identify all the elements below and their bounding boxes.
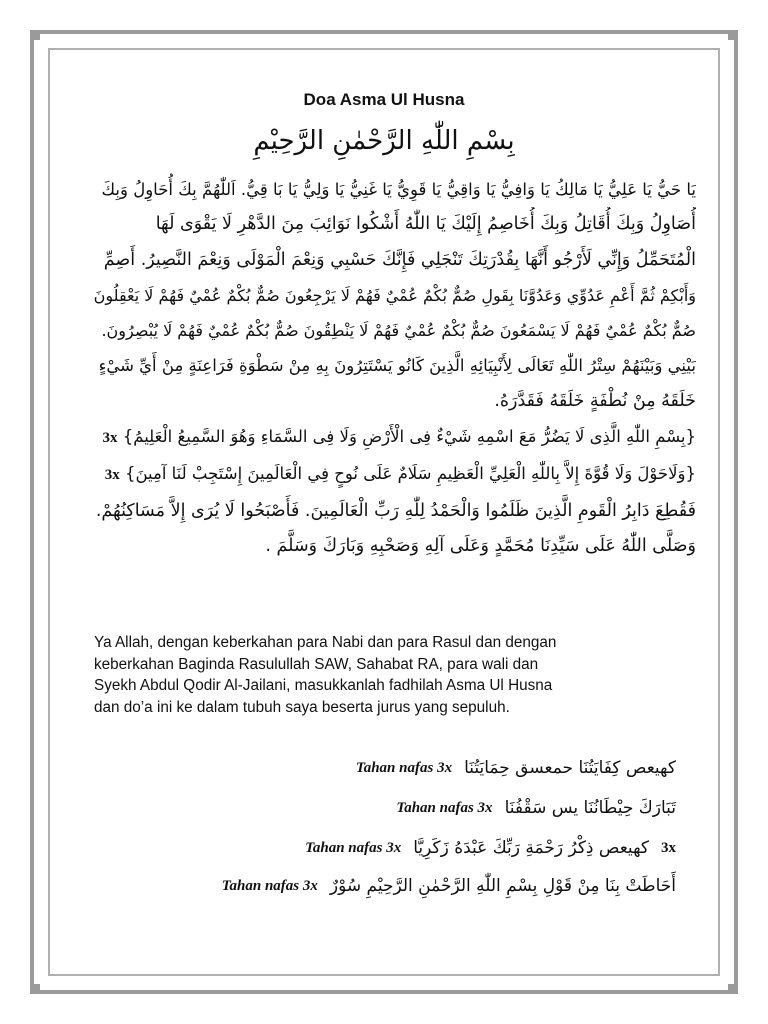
repeat-count-tag: 3x <box>661 839 676 856</box>
basmalah-calligraphy: بِسْمِ اللّٰهِ الرَّحْمٰنِ الرَّحِيْمِ <box>253 126 515 156</box>
dua-arabic: كهيعص كِفَايَتُنَا حمعسق حِمَايَتُنَا <box>464 758 676 778</box>
paragraph-line: keberkahan Baginda Rasulullah SAW, Sahabat RA, para wali dan <box>94 655 539 673</box>
paragraph-line: Ya Allah, dengan keberkahan para Nabi dan para Rasul dan dengan <box>94 634 557 651</box>
arabic-line-text: {بِسْمِ اللّٰهِ الَّذِى لَا يَضُرُّ مَعَ اسْمِهِ شَيْءٌ فِى الْأَرْضِ وَلَا فِى السَّمَاءِ وَهُوَ السَّمِيعُ الْعَلِيمُ} <box>122 427 696 447</box>
repeat-count-tag: 3x <box>104 467 120 484</box>
arabic-line-with-repeat <box>92 456 696 493</box>
dua-arabic: تَبَارَكَ حِيْطَانُنَا يس سَقْفُنَا <box>504 798 676 818</box>
arabic-line-with-repeat <box>92 419 696 456</box>
arabic-prayer-text <box>92 172 696 564</box>
corner-ornament-top-right <box>714 30 738 54</box>
corner-ornament-bottom-right <box>714 970 738 994</box>
arabic-line: وَصَلَّى اللّٰهُ عَلَى سَيِّدِنَا مُحَمَّدٍ وَعَلَى آلِهِ وَصَحْبِهِ وَبَارَكَ وَسَلَّمَ . <box>265 535 696 556</box>
breath-instruction: Tahan nafas 3x <box>305 839 402 856</box>
breath-instruction: Tahan nafas 3x <box>221 877 318 894</box>
repeat-count-tag: 3x <box>102 430 118 447</box>
arabic-line: خَلَقَهُ مِنْ نُطْفَةٍ خَلَقَهُ فَقَدَّرَهُ. <box>494 390 696 411</box>
dua-line <box>305 830 676 866</box>
arabic-line: بَيْنِي وَبَيْنَهُمْ سِتْرُ اللّٰهِ تَعَالَى لِأَنْبِيَائِهِ الَّذِينَ كَانُو يَسْتَتِرُونَ بِهِ مِنْ سَطْوَةِ فَرَاعِنَةٍ مِنْ أَيِّ شَيْءٍ <box>98 356 696 376</box>
dua-line <box>396 790 676 826</box>
paragraph-line: dan do’a ini ke dalam tubuh saya beserta jurus yang sepuluh. <box>94 698 510 716</box>
corner-ornament-top-left <box>30 30 54 54</box>
arabic-line: صُمٌّ بُكْمٌ عُمْيٌ فَهُمْ لَا يَسْمَعُونَ صُمٌّ بُكْمٌ عُمْيٌ فَهُمْ لَا يَنْطِقُونَ صُمٌّ بُكْمٌ عُمْيٌ فَهُمْ لَا يُبْصِرُونَ. <box>101 321 696 341</box>
page-title: Doa Asma Ul Husna <box>303 90 465 109</box>
arabic-line: أُصَاوِلُ وَبِكَ أُقَاتِلُ وَبِكَ أُخَاصِمُ إِلَيْكَ يَا اللّٰهُ أَشْكُوا نَوَائِبَ مِنَ الدَّهْرِ لَا يَقْوَى لَهَا <box>155 214 696 235</box>
arabic-line-text: {وَلَاحَوْلَ وَلَا قُوَّةَ إِلاَّ بِاللّٰهِ الْعَلِيِّ الْعَظِيمِ سَلَامٌ عَلَى نُوحٍ فِي الْعَالَمِينَ إِسْتَجِبْ لَنَا آمِينَ} <box>124 464 696 484</box>
arabic-line: وَأَبْكِمْ ثُمَّ أَعْمِ عَدُوِّي وَعَدُوَّنَا بِقَولِ صُمٌّ بُكْمٌ عُمْيٌ فَهُمْ لَا يَرْجِعُونَ صُمٌّ بُكْمٌ عُمْيٌ فَهُمْ لَا يَعْقِلُونَ <box>93 285 696 305</box>
dua-line <box>222 868 676 904</box>
breath-instruction: Tahan nafas 3x <box>396 799 493 816</box>
breath-instruction: Tahan nafas 3x <box>355 759 453 776</box>
dua-arabic: كهيعص ذِكْرُ رَحْمَةِ رَبِّكَ عَبْدَهُ زَكَرِيَّا <box>413 838 649 858</box>
arabic-line: فَقُطِعَ دَابِرُ الْقَومِ الَّذِينَ ظَلَمُوا وَالْحَمْدُ لِلّٰهِ رَبِّ الْعَالَمِينَ. فَأَصْبَحُوا لَا يُرَى إِلاَّ مَسَاكِنُهُمْ. <box>95 500 696 521</box>
dua-line <box>356 750 676 786</box>
arabic-line: يَا حَيُّ يَا عَلِيُّ يَا مَالِكُ يَا وَافِيُّ يَا وَاقِيُّ يَا قَوِيُّ يَا غَنِيُّ يَا وَلِيُّ يَا بَا قِيُّ. اَللّٰهُمَّ بِكَ أُحَاوِلُ وَبِكَ <box>101 180 696 199</box>
indonesian-paragraph <box>94 632 684 718</box>
corner-ornament-bottom-left <box>30 970 54 994</box>
arabic-line: الْمُتَحَمِّلُ وَإِنِّي لَأَرْجُو أَنَّهَا بِقُدْرَتِكَ تَنْجَلِي فَإِنَّكَ حَسْبِي وَنِعْمَ الْمَوْلَى وَنِعْمَ النَّصِيرُ. أَصِمِّ <box>103 249 696 270</box>
paragraph-line: Syekh Abdul Qodir Al-Jailani, masukkanlah fadhilah Asma Ul Husna <box>94 677 553 694</box>
dua-arabic: أَحَاطَتْ بِنَا مِنْ قَوْلِ بِسْمِ اللّٰهِ الرَّحْمٰنِ الرَّحِيْمِ سُوْرٌ <box>329 876 676 896</box>
